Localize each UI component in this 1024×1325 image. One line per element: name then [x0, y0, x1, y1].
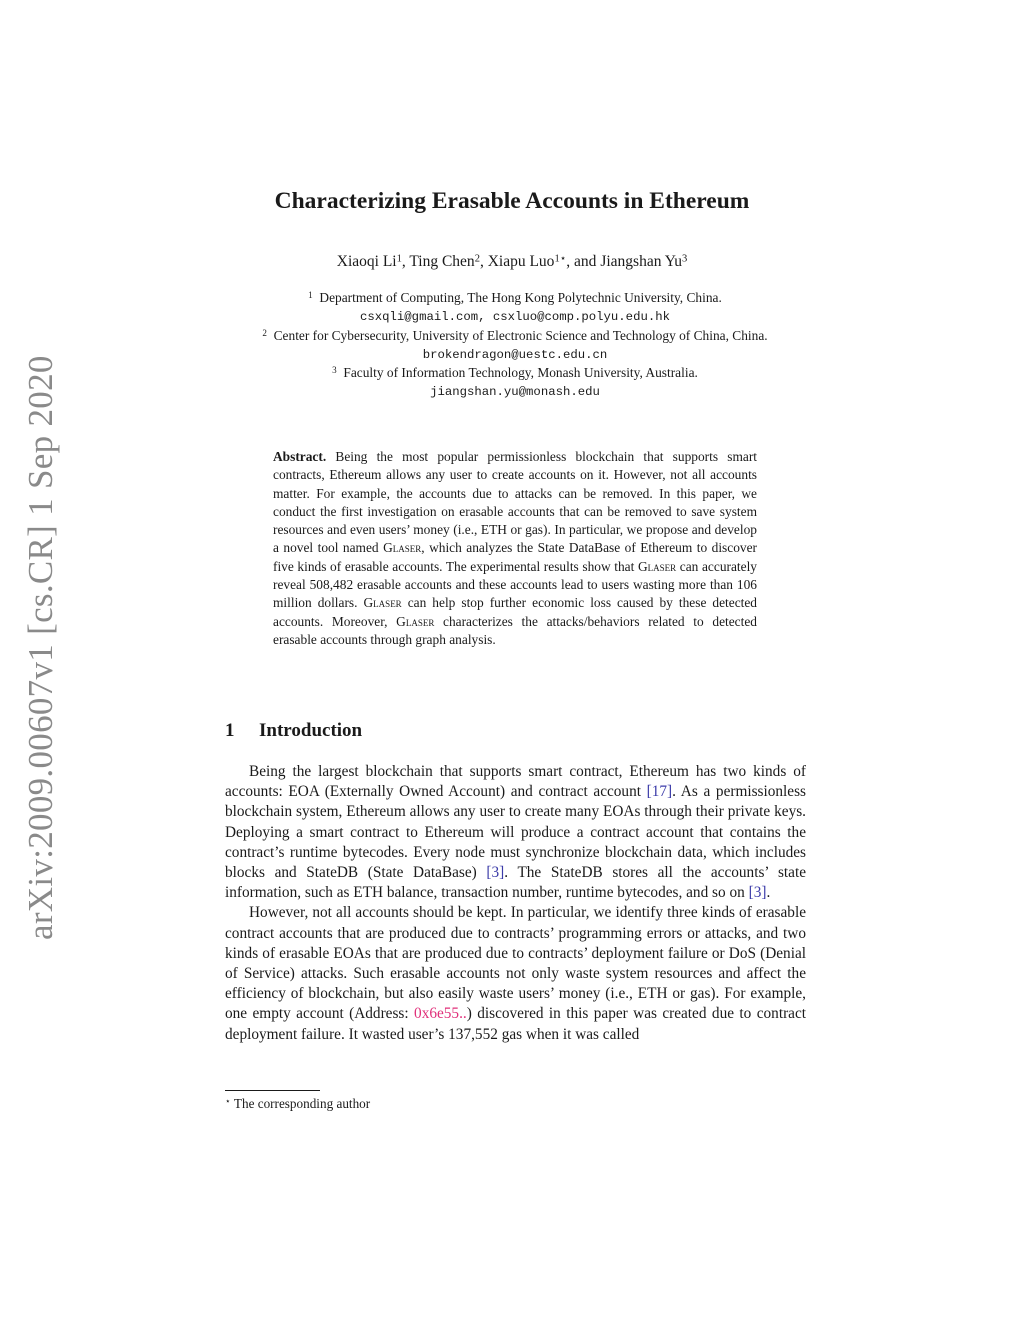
- tool-name: Glaser: [396, 613, 435, 629]
- abstract-text: can help stop further economic loss caused by these detected accounts. Moreover,: [273, 595, 757, 629]
- arxiv-identifier-stamp: arXiv:2009.00607v1 [cs.CR] 1 Sep 2020: [21, 355, 60, 940]
- affiliation-text: Faculty of Information Technology, Monash University, Australia.: [343, 365, 698, 381]
- section-heading: [225, 720, 362, 742]
- paragraph: [225, 762, 806, 903]
- footnote-divider: [225, 1090, 320, 1091]
- author-affiliation-mark: 2: [474, 253, 480, 265]
- author-name: Ting Chen: [409, 253, 475, 270]
- footnote-mark: ⋆: [225, 1095, 231, 1106]
- paragraph: [225, 903, 806, 1044]
- affiliation-mark: 1: [308, 289, 313, 300]
- tool-name: Glaser: [383, 540, 422, 556]
- author-affiliation-mark: 1⋆: [554, 253, 567, 265]
- tool-name: Glaser: [637, 558, 677, 574]
- author-name: Xiaoqi Li: [336, 253, 397, 270]
- citation-link[interactable]: [3]: [748, 884, 767, 902]
- affiliation-mark: 3: [332, 365, 337, 376]
- paragraph-text: . The StateDB stores all the accounts’ state information, such as ETH balance, transaction number, runtime bytecodes, and so on: [225, 864, 807, 902]
- affiliation-mark: 2: [262, 327, 267, 338]
- address-link[interactable]: 0x6e55..: [414, 1005, 467, 1023]
- author-separator: , and: [566, 253, 601, 270]
- paragraph-text: Being the largest blockchain that supports smart contract, Ethereum has two kinds of accounts: EOA (Externally Owned Account) and contract account: [225, 763, 806, 801]
- affiliation-3: [230, 364, 800, 402]
- abstract-text: can accurately reveal 508,482 erasable accounts and these accounts lead to users wasting more than 106 million dollars.: [273, 558, 757, 611]
- author-name: Jiangshan Yu: [600, 253, 682, 270]
- author-affiliation-mark: 1: [396, 253, 402, 265]
- author-name: Xiapu Luo: [487, 253, 555, 270]
- section-number: 1: [225, 720, 235, 741]
- paragraph-text: However, not all accounts should be kept. In particular, we identify three kinds of erasable contract accounts that are produced due to contracts’ programming errors or attacks, and two kinds of erasable EOAs that are produced due to contracts’ deployment failure or DoS (Denial of Service) attacks. Such erasable accounts not only waste system resources and affect the efficiency of blockchain, but also easily waste users’ money (i.e., ETH or gas). For example, one empty account (Address:: [225, 904, 806, 1023]
- author-affiliation-mark: 3: [681, 253, 688, 265]
- citation-link[interactable]: [3]: [486, 864, 505, 882]
- author-list: [0, 253, 1024, 271]
- paragraph-text: .: [766, 884, 771, 902]
- tool-name: Glaser: [363, 595, 402, 611]
- author-separator: ,: [479, 253, 488, 270]
- affiliation-emails: jiangshan.yu@monash.edu: [430, 385, 600, 400]
- paper-title: Characterizing Erasable Accounts in Ethereum: [274, 188, 750, 214]
- introduction-body: [225, 762, 806, 1045]
- affiliation-1: [230, 289, 800, 327]
- author-separator: ,: [401, 253, 410, 270]
- abstract: [273, 448, 757, 649]
- affiliation-emails: csxqli@gmail.com, csxluo@comp.polyu.edu.hk: [360, 310, 670, 325]
- affiliations-block: [230, 289, 800, 402]
- abstract-text: Being the most popular permissionless blockchain that supports smart contracts, Ethereum allows any user to create accounts on it. However, not all accounts matter. For example, the accounts due to attacks can be removed. In this paper, we conduct the first investigation on erasable accounts that can be removed to save system resources and even users’ money (i.e., ETH or gas). In particular, we propose and develop a novel tool named: [273, 449, 757, 556]
- affiliation-text: Department of Computing, The Hong Kong Polytechnic University, China.: [319, 290, 722, 305]
- paragraph-text: ) discovered in this paper was created due to contract deployment failure. It wasted user’s 137,552 gas when it was called: [225, 1005, 806, 1043]
- affiliation-emails: brokendragon@uestc.edu.cn: [422, 347, 608, 362]
- affiliation-text: Center for Cybersecurity, University of Electronic Science and Technology of China, China.: [273, 327, 768, 343]
- abstract-text: , which analyzes the State DataBase of Ethereum to discover five kinds of erasable accounts. The experimental results show that: [273, 540, 757, 574]
- abstract-label: Abstract.: [273, 449, 327, 464]
- section-title: Introduction: [259, 720, 363, 741]
- paragraph-text: . As a permissionless blockchain system, Ethereum allows any user to create many EOAs through their private keys. Deploying a smart contract to Ethereum will produce a contract account that contains the contract’s runtime bytecodes. Every node must synchronize blockchain data, which includes blocks and StateDB (State DataBase): [225, 783, 806, 882]
- affiliation-2: [230, 327, 800, 365]
- abstract-text: characterizes the attacks/behaviors related to detected erasable accounts through graph analysis.: [273, 613, 757, 647]
- citation-link[interactable]: [17]: [646, 783, 673, 801]
- footnote: [225, 1096, 370, 1112]
- footnote-text: The corresponding author: [233, 1096, 371, 1111]
